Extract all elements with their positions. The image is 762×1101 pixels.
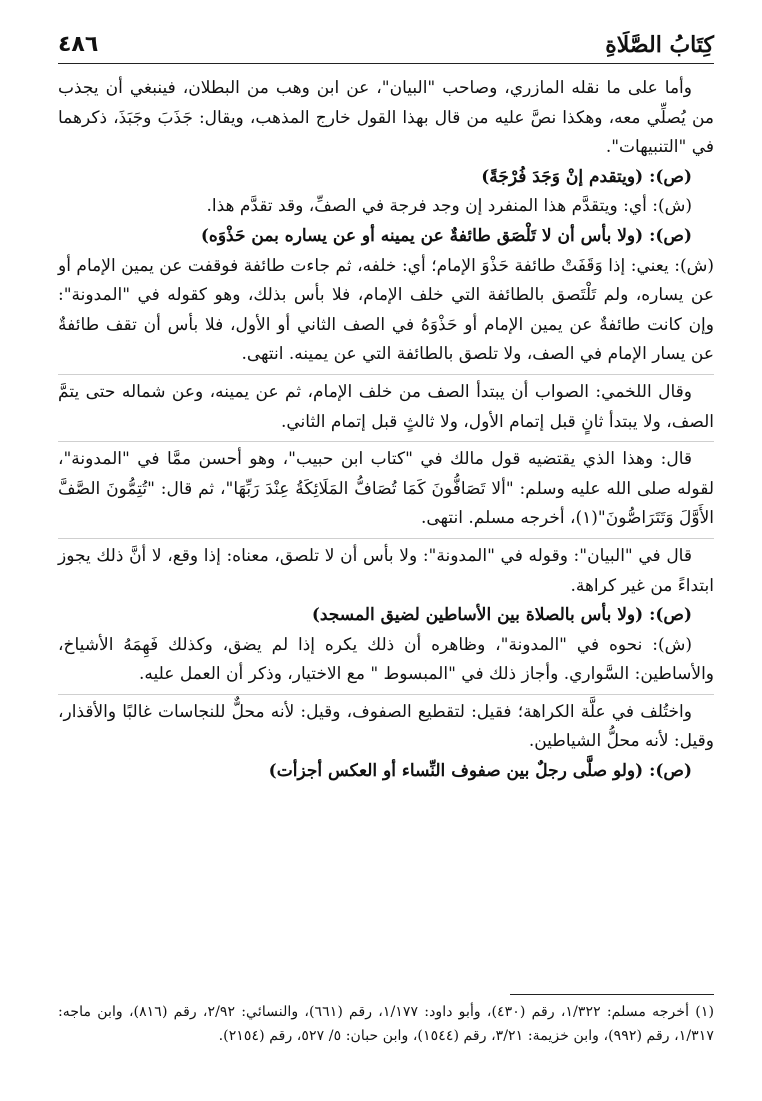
matn-quote: (ص): (ولا بأس أن لا تَلْصَق طائفةٌ عن يمينه أو عن يساره بمن حَذْوَه)	[200, 225, 692, 246]
header-rule	[58, 63, 714, 64]
footnote: (١) أخرجه مسلم: ١/٣٢٢، رقم (٤٣٠)، وأبو داود: ١/١٧٧، رقم (٦٦١)، والنسائي: ٢/٩٢، رقم (٨١٦)، وابن ماجه: ١/٣١٧، رقم (٩٩٢)، وابن خزيمة: ٣/٢١، رقم (١٥٤٤)، وابن حبان: ٥/ ٥٢٧، رقم (٢١٥٤).	[58, 1004, 714, 1044]
page-header	[58, 28, 714, 62]
paragraph-body: وأما على ما نقله المازري، وصاحب "البيان"، عن ابن وهب من البطلان، فينبغي أن يجذب من يُصلِّي معه، وهكذا نصَّ عليه من قال بهذا القول خارج المذهب، ويقال: جَذَبَ وجَبَذَ، ذكرهما في "التنبيهات".	[58, 78, 714, 158]
paragraph-divider	[58, 694, 714, 695]
paragraph-body: واختُلف في علَّة الكراهة؛ فقيل: لتقطيع الصفوف، وقيل: لأنه محلٌّ للنجاسات غالبًا والأقذار، وقيل: لأنه محلُّ الشياطين.	[58, 701, 714, 752]
paragraph-body: قال في "البيان": وقوله في "المدونة": ولا بأس أن لا تلصق، معناه: إذا وقع، لا أنَّ ذلك يجوز ابتداءً من غير كراهة.	[58, 545, 714, 596]
matn-quote: (ص): (ولو صلَّى رجلٌ بين صفوف النِّساء أو العكس أجزأت)	[268, 761, 692, 782]
sharh-paragraph: (ش): أي: ويتقدَّم هذا المنفرد إن وجد فرجة في الصفِّ، وقد تقدَّم هذا.	[206, 196, 692, 217]
matn-quote: (ص): (ويتقدم إنْ وَجَدَ فُرْجَةً)	[481, 166, 692, 187]
matn-quote: (ص): (ولا بأس بالصلاة بين الأساطين لضيق المسجد)	[311, 605, 692, 626]
book-page	[58, 28, 714, 1078]
main-text	[58, 74, 714, 787]
sharh-paragraph: (ش): نحوه في "المدونة"، وظاهره أن ذلك يكره إذا لم يضق، وكذلك فَهِمَهُ الأشياخ، والأساطين: السَّواري. وأجاز ذلك في "المبسوط " مع الاختيار، وذكر أن العمل عليه.	[58, 634, 714, 685]
page-number: ٤٨٦	[58, 32, 99, 57]
sharh-paragraph: (ش): يعني: إذا وَقَفَتْ طائفة حَذْوَ الإمام؛ أي: خلفه، ثم جاءت طائفة فوقفت عن يمين الإمام أو عن يساره، ولم تَلْتَصق بالطائفة التي خلف الإمام، فلا بأس بذلك، وهو كقوله في "المدونة": وإن كانت طائفةٌ عن يمين الإمام أو حَذْوَهُ في الصف الثاني أو الأول، فلا بأس أن تقف طائفةٌ عن يسار الإمام في الصف، ولا تلصق بالطائفة التي عن يمينه. انتهى.	[58, 255, 714, 365]
footnotes	[58, 1000, 714, 1048]
running-title: كِتَابُ الصَّلَاةِ	[605, 32, 714, 58]
footnote-rule	[510, 994, 714, 995]
paragraph-divider	[58, 538, 714, 539]
paragraph-body: قال: وهذا الذي يقتضيه قول مالك في "كتاب ابن حبيب"، وهو أحسن ممَّا في "المدونة"، لقوله صلى الله عليه وسلم: "ألا تَصَافُّونَ كَمَا تُصَافُّ المَلَائِكَةُ عِنْدَ رَبِّهَا"، ثم قال: "تُتِمُّونَ الصَّفَّ الأَوَّلَ وَتَتَرَاصُّونَ"(١)، أخرجه مسلم. انتهى.	[58, 449, 714, 529]
paragraph-divider	[58, 441, 714, 442]
paragraph-body: وقال اللخمي: الصواب أن يبتدأ الصف من خلف الإمام، ثم عن يمينه، وعن شماله حتى يتمَّ الصف، ولا يبتدأ ثانٍ قبل إتمام الأول، ولا ثالثٍ قبل إتمام الثاني.	[58, 381, 714, 432]
paragraph-divider	[58, 374, 714, 375]
